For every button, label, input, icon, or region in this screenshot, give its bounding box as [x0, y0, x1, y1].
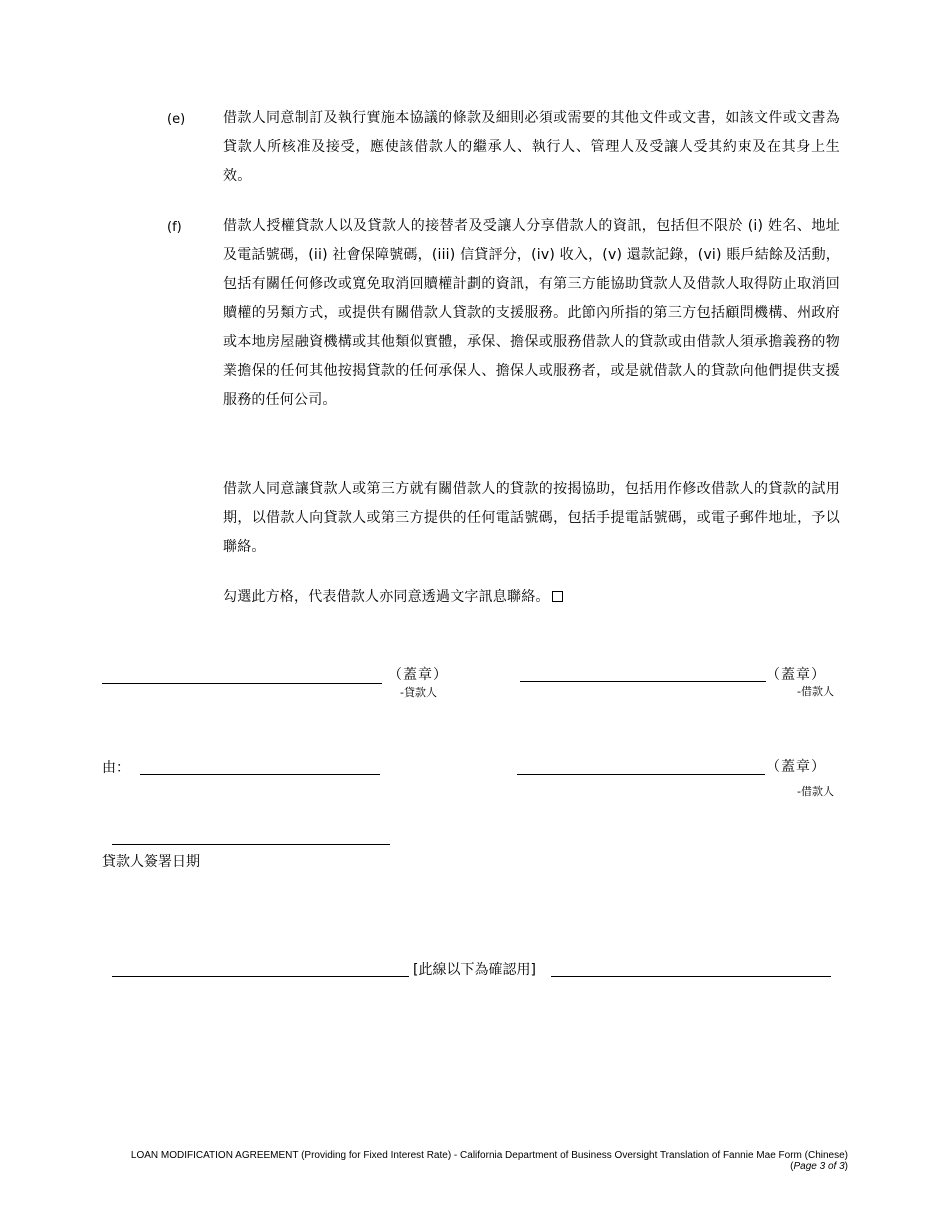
footer-page-open: (: [790, 1161, 794, 1172]
item-e-text: 借款人同意制訂及執行實施本協議的條款及細則必須或需要的其他文件或文書，如該文件或文書為貸款人所核准及接受，應使該借款人的繼承人、執行人、管理人及受讓人受其約束及在其身上生效。: [223, 110, 840, 184]
footer-form-title: LOAN MODIFICATION AGREEMENT (Providing for Fixed Interest Rate) - California Department of Business Oversight Translation of Fannie Mae Form (Chinese): [130, 1150, 848, 1161]
footer: [88, 1150, 848, 1172]
lender-signature-line[interactable]: [102, 683, 382, 684]
text-message-consent: [223, 583, 563, 612]
item-e-marker: (e): [167, 112, 186, 127]
lender-date-line[interactable]: [112, 844, 390, 845]
text-message-consent-label: 勾選此方格，代表借款人亦同意透過文字訊息聯絡。: [223, 589, 550, 605]
footer-page-close: ): [844, 1161, 848, 1172]
by-label: 由：: [102, 760, 130, 776]
acknowledgment-label: [此線以下為確認用]: [413, 962, 536, 978]
acknowledgment-line-right: [551, 976, 831, 977]
lender-role-label: -貸款人: [400, 686, 437, 699]
lender-seal-label: （蓋章）: [388, 667, 448, 683]
by-signature-line[interactable]: [140, 774, 380, 775]
footer-page-number: [88, 1161, 848, 1172]
consent-paragraph: 借款人同意讓貸款人或第三方就有關借款人的貸款的按揭協助，包括用作修改借款人的貸款的試用期，以借款人向貸款人或第三方提供的任何電話號碼，包括手提電話號碼，或電子郵件地址，予以聯絡。: [223, 481, 840, 555]
borrower-signature-line-1[interactable]: [520, 681, 766, 682]
item-f-marker: (f): [167, 220, 182, 235]
borrower-2-seal-label: （蓋章）: [766, 759, 826, 775]
item-f-text: 借款人授權貸款人以及貸款人的接替者及受讓人分享借款人的資訊，包括但不限於 (i) 姓名、地址及電話號碼，(ii) 社會保障號碼，(iii) 信貸評分，(iv) 收入，(v) 還款記錄，(vi) 賬戶結餘及活動，包括有關任何修改或寬免取消回贖權計劃的資訊，有第三方能協助貸款人及借款人取得防止取消回贖權的另類方式，或提供有關借款人貸款的支援服務。此節內所指的第三方包括顧問機構、州政府或本地房屋融資機構或其他類似實體，承保、擔保或服務借款人的貸款或由借款人須承擔義務的物業擔保的任何其他按揭貸款的任何承保人、擔保人或服務者，或是就借款人的貸款向他們提供支援服務的任何公司。: [223, 218, 840, 408]
footer-page-text: Page 3 of 3: [793, 1161, 845, 1172]
borrower-1-role-label: -借款人: [797, 685, 834, 698]
text-message-consent-checkbox[interactable]: [552, 591, 563, 602]
acknowledgment-line-left: [112, 976, 409, 977]
lender-date-label: 貸款人簽署日期: [102, 854, 200, 870]
borrower-1-seal-label: （蓋章）: [766, 667, 826, 683]
borrower-2-role-label: -借款人: [797, 785, 834, 798]
borrower-signature-line-2[interactable]: [517, 774, 765, 775]
